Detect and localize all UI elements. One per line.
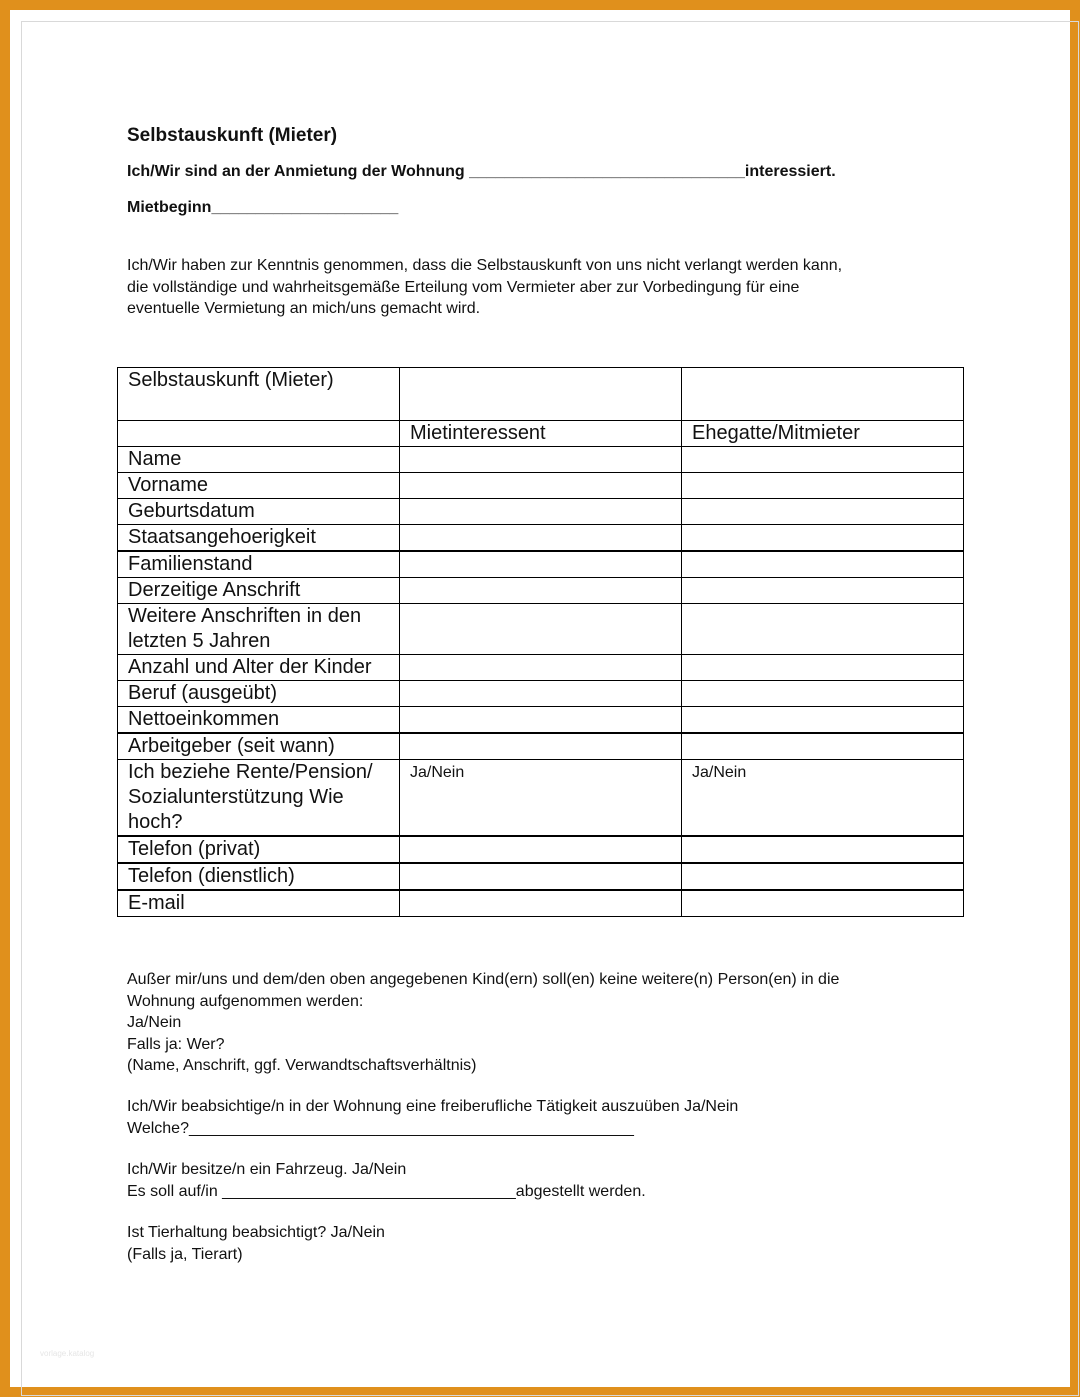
applicant-cell[interactable] [400, 447, 682, 473]
row-label: Familienstand [118, 551, 400, 578]
spouse-cell[interactable] [682, 681, 964, 707]
row-label: Staatsangehoerigkeit [118, 525, 400, 552]
persons-line: Ja/Nein [127, 1014, 182, 1031]
row-label: Telefon (dienstlich) [118, 863, 400, 890]
column-header-applicant: Mietinteressent [400, 421, 682, 447]
persons-line: Falls ja: Wer? [127, 1035, 225, 1053]
vehicle-line: Es soll auf/in _________________________________abgestellt werden. [127, 1182, 646, 1200]
pets-paragraph [127, 1222, 385, 1265]
self-disclosure-table [117, 367, 964, 917]
spouse-cell[interactable] [682, 836, 964, 863]
business-line: Ich/Wir beabsichtige/n in der Wohnung eine freiberufliche Tätigkeit auszuüben Ja/Nein [127, 1098, 739, 1115]
applicant-cell[interactable]: Ja/Nein [400, 760, 682, 837]
applicant-cell[interactable] [400, 473, 682, 499]
applicant-cell[interactable] [400, 551, 682, 578]
spouse-cell[interactable] [682, 604, 964, 655]
lease-start-line: Mietbeginn_____________________ [127, 199, 399, 216]
applicant-cell[interactable] [400, 733, 682, 760]
applicant-cell[interactable] [400, 604, 682, 655]
row-label: Beruf (ausgeübt) [118, 681, 400, 707]
applicant-cell[interactable] [400, 681, 682, 707]
business-paragraph [127, 1096, 738, 1139]
row-label: Telefon (privat) [118, 836, 400, 863]
row-label: Name [118, 447, 400, 473]
notice-line: eventuelle Vermietung an mich/uns gemacht wird. [127, 300, 481, 317]
spouse-cell[interactable] [682, 655, 964, 681]
spouse-cell[interactable] [682, 890, 964, 917]
spouse-cell[interactable] [682, 525, 964, 552]
applicant-cell[interactable] [400, 707, 682, 734]
persons-line: Außer mir/uns und dem/den oben angegebenen Kind(ern) soll(en) keine weitere(n) Person(en) in die [127, 971, 840, 988]
vehicle-line: Ich/Wir besitze/n ein Fahrzeug. Ja/Nein [127, 1161, 407, 1178]
notice-line: die vollständige und wahrheitsgemäße Erteilung vom Vermieter aber zur Vorbedingung für eine [127, 278, 800, 296]
table-header-empty [682, 368, 964, 421]
applicant-cell[interactable] [400, 499, 682, 525]
row-label: Anzahl und Alter der Kinder [118, 655, 400, 681]
applicant-cell[interactable] [400, 890, 682, 917]
persons-line: (Name, Anschrift, ggf. Verwandtschaftsverhältnis) [127, 1057, 477, 1074]
row-label: Derzeitige Anschrift [118, 578, 400, 604]
applicant-cell[interactable] [400, 525, 682, 552]
applicant-cell[interactable] [400, 655, 682, 681]
notice-paragraph [127, 255, 842, 320]
notice-line: Ich/Wir haben zur Kenntnis genommen, dass die Selbstauskunft von uns nicht verlangt werden kann, [127, 257, 843, 274]
spouse-cell[interactable] [682, 707, 964, 734]
row-label: Weitere Anschriften in den letzten 5 Jahren [118, 604, 400, 655]
column-header-spouse: Ehegatte/Mitmieter [682, 421, 964, 447]
persons-paragraph [127, 969, 839, 1077]
spouse-cell[interactable] [682, 499, 964, 525]
applicant-cell[interactable] [400, 578, 682, 604]
spouse-cell[interactable] [682, 473, 964, 499]
spouse-cell[interactable] [682, 863, 964, 890]
spouse-cell[interactable] [682, 578, 964, 604]
row-label: Vorname [118, 473, 400, 499]
spouse-cell[interactable] [682, 551, 964, 578]
business-line: Welche?__________________________________________________ [127, 1119, 634, 1137]
persons-line: Wohnung aufgenommen werden: [127, 992, 364, 1010]
row-label: Arbeitgeber (seit wann) [118, 733, 400, 760]
pets-line: (Falls ja, Tierart) [127, 1245, 243, 1263]
row-label: E-mail [118, 890, 400, 917]
spouse-cell[interactable] [682, 733, 964, 760]
applicant-cell[interactable] [400, 863, 682, 890]
apartment-line: Ich/Wir sind an der Anmietung der Wohnung _______________________________interessiert. [127, 163, 836, 180]
spouse-cell[interactable] [682, 447, 964, 473]
vehicle-paragraph [127, 1159, 646, 1202]
row-label: Geburtsdatum [118, 499, 400, 525]
pets-line: Ist Tierhaltung beabsichtigt? Ja/Nein [127, 1224, 385, 1241]
spouse-cell[interactable]: Ja/Nein [682, 760, 964, 837]
applicant-cell[interactable] [400, 836, 682, 863]
row-label: Nettoeinkommen [118, 707, 400, 734]
document-title: Selbstauskunft (Mieter) [127, 125, 338, 146]
watermark: vorlage.katalog [40, 1349, 95, 1358]
row-label: Ich beziehe Rente/Pension/ Sozialunterstützung Wie hoch? [118, 760, 400, 837]
column-header-blank [118, 421, 400, 447]
table-header-label: Selbstauskunft (Mieter) [118, 368, 400, 421]
table-header-empty [400, 368, 682, 421]
